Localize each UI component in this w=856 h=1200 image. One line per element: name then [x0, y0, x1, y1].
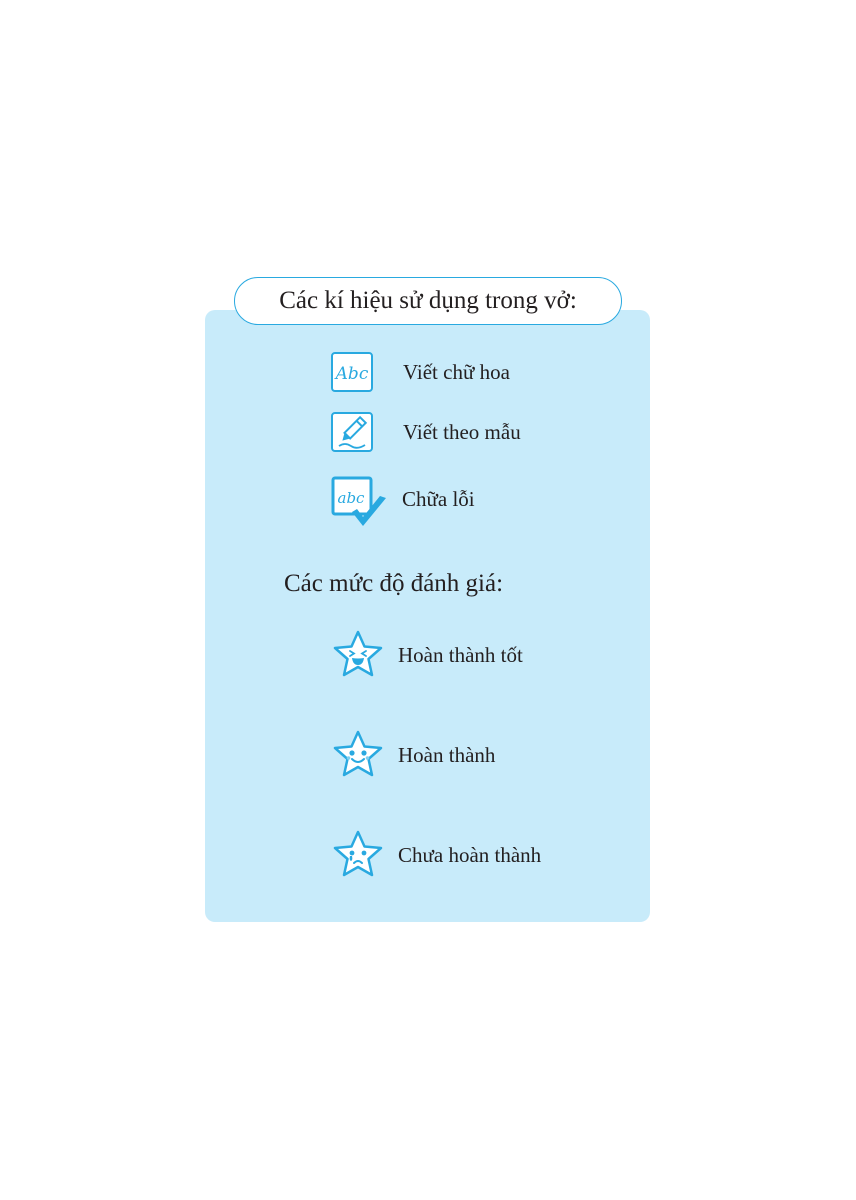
level-label: Chưa hoàn thành: [398, 842, 542, 867]
level-label: Hoàn thành tốt: [398, 642, 523, 667]
symbol-row-uppercase: [331, 352, 510, 392]
svg-text:Abc: Abc: [335, 364, 369, 384]
level-row-excellent: [330, 628, 523, 682]
laughing-star-icon: [330, 628, 386, 682]
level-row-incomplete: [330, 828, 541, 882]
symbol-label: Chữa lỗi: [402, 486, 475, 511]
cursive-abc-icon: [331, 352, 373, 392]
evaluation-title: Các mức độ đánh giá:: [284, 570, 504, 597]
symbol-label: Viết theo mẫu: [403, 419, 521, 444]
crying-star-icon: [330, 828, 386, 882]
level-label: Hoàn thành: [398, 742, 496, 767]
legend-title: [234, 277, 622, 325]
symbol-label: Viết chữ hoa: [403, 359, 510, 384]
pencil-icon: [331, 412, 373, 452]
smiling-star-icon: [330, 728, 386, 782]
level-row-complete: [330, 728, 495, 782]
abc-checkmark-icon: [330, 474, 388, 532]
symbol-row-correction: [330, 474, 475, 532]
svg-text:abc: abc: [337, 489, 365, 507]
legend-title-text: Các kí hiệu sử dụng trong vở:: [279, 287, 577, 314]
symbol-row-copy: [331, 412, 521, 452]
